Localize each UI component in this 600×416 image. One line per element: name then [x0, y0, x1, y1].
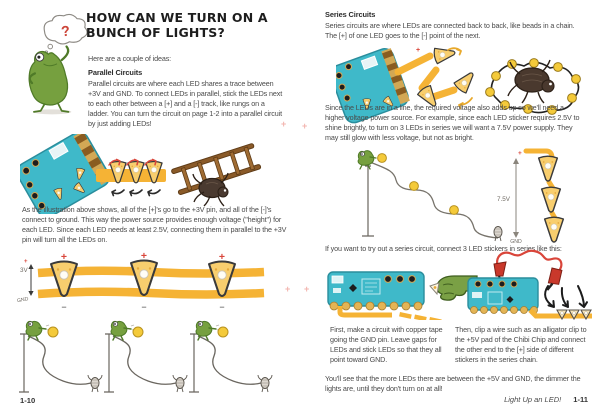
height-post [189, 334, 199, 392]
registration-mark: + [285, 284, 291, 294]
connection-arrows-icon [545, 286, 587, 307]
ball-slide-illustration [103, 314, 191, 402]
series-paragraph-2: Since the LEDs are in a line, the required voltage also adds up so we'll need a higher voltage power source. For example, since each LED sticker requires 2.5V to shine brightly, to turn on 3 LEDs in series we will want a 7.5V power supply. They may still glow with less voltage, but not as bright. [325, 103, 580, 142]
step-left-text: First, make a circuit with copper tape going the GND pin. Leave gaps for LEDs and stick LEDs so that they all point toward GND. [330, 325, 443, 364]
alligator-clip-illustration [466, 246, 594, 324]
gnd-label: GND [16, 296, 30, 305]
plus-label: + [60, 251, 68, 263]
parallel-circuits-heading: Parallel Circuits [88, 68, 143, 77]
step-right-text: Then, clip a wire such as an alligator clip to the +5V pad of the Chibi Chip and connect the other end to the [+] side of different stickers in the series chain. [455, 325, 587, 364]
slide-curve [198, 336, 261, 384]
ball-icon [378, 154, 387, 163]
ball-slide-illustration [188, 314, 276, 402]
slide-curve [113, 336, 176, 384]
ladder-spider-illustration [164, 138, 268, 212]
tape-gap-illustration [326, 268, 478, 320]
height-post [362, 166, 374, 236]
minus-label: − [141, 302, 147, 312]
parallel-paragraph: Parallel circuits are where each LED shares a trace between +3V and GND. To connect LEDs in parallel, stick the LEDs next to each other between a [+] and a [-] track, like rungs on a ladder. You can turn the circuit on page 1-2 into a parallel circuit by just adding LEDs! [88, 79, 283, 128]
title-line-2: BUNCH OF LIGHTS? [86, 25, 225, 40]
frog-icon [29, 47, 71, 115]
thought-bubble-icon [44, 14, 87, 53]
series-circuits-heading: Series Circuits [325, 10, 376, 19]
ball-icon [218, 327, 228, 337]
tape-ground-track [38, 292, 264, 295]
page-number-right: 1-11 [573, 395, 588, 404]
alligator-clip-icon [494, 262, 506, 276]
registration-mark: + [302, 121, 308, 131]
question-mark: ? [60, 23, 72, 41]
plus-label: + [518, 150, 522, 157]
page-number-left: 1-10 [20, 396, 36, 405]
tape-gap-dashes [399, 312, 442, 320]
voltage-3v-label: 3V [20, 267, 28, 274]
closing-paragraph: You'll see that the more LEDs there are between the +5V and GND, the dimmer the lights are, until they don't turn on at all! [325, 374, 581, 393]
registration-mark: + [281, 119, 287, 129]
led-sticker-row [110, 161, 162, 182]
chapter-title: Light Up an LED! [504, 395, 562, 404]
gnd-label: GND [510, 239, 522, 245]
ball-icon [410, 182, 419, 191]
led-sticker-row [557, 310, 591, 319]
spider-icon [494, 227, 502, 242]
stepped-slide-curve [370, 162, 498, 238]
plus-label: + [416, 47, 421, 54]
led-sticker-icon [542, 187, 561, 212]
height-post [104, 334, 114, 392]
chibi-chip-icon [328, 272, 424, 310]
series-paragraph-3: If you want to try out a series circuit, connect 3 LED stickers in series like this: [325, 244, 562, 253]
page-title [86, 10, 296, 40]
plus-label: + [218, 251, 226, 263]
slide-curve [28, 336, 91, 384]
frog-icon [196, 321, 216, 340]
led-sticker-icon [539, 156, 558, 181]
series-slide-illustration [352, 146, 584, 246]
series-paragraph-1: Series circuits are where LEDs are connected back to back, like beads in a chain. The [+] of one LED goes to the [-] point of the next. [325, 21, 575, 40]
intro-text: Here are a couple of ideas: [88, 54, 172, 63]
plus-dot-label: + [24, 259, 28, 265]
ball-icon [48, 327, 58, 337]
return-arrows-icon [112, 190, 160, 196]
ball-slide-illustration [18, 314, 106, 402]
ball-icon [133, 327, 143, 337]
ball-icon [450, 206, 459, 215]
page-footer [430, 395, 588, 404]
minus-label: − [61, 302, 67, 312]
minus-label: − [219, 302, 225, 312]
height-post [19, 334, 29, 392]
registration-mark: + [304, 284, 310, 294]
led-sticker-icon [545, 217, 564, 242]
parallel-explanation-paragraph: As the illustration above shows, all of the [+]'s go to the +3V pin, and all of the [-]'s connect to ground. This way the power source provides enough voltage ("height") for each LED. Since each LED needs at least 2.5V, connecting them in parallel to the +3V pin will turn all the LEDs on. [22, 205, 287, 244]
voltage-75-label: 7.5V [497, 196, 510, 203]
title-line-1: HOW CAN WE TURN ON A [86, 10, 268, 25]
parallel-circuit-diagram [16, 250, 291, 312]
frog-icon [26, 321, 46, 340]
plus-label: + [140, 250, 148, 262]
chibi-chip-icon [468, 278, 538, 314]
frog-icon [111, 321, 131, 340]
parallel-chip-illustration [20, 134, 168, 214]
